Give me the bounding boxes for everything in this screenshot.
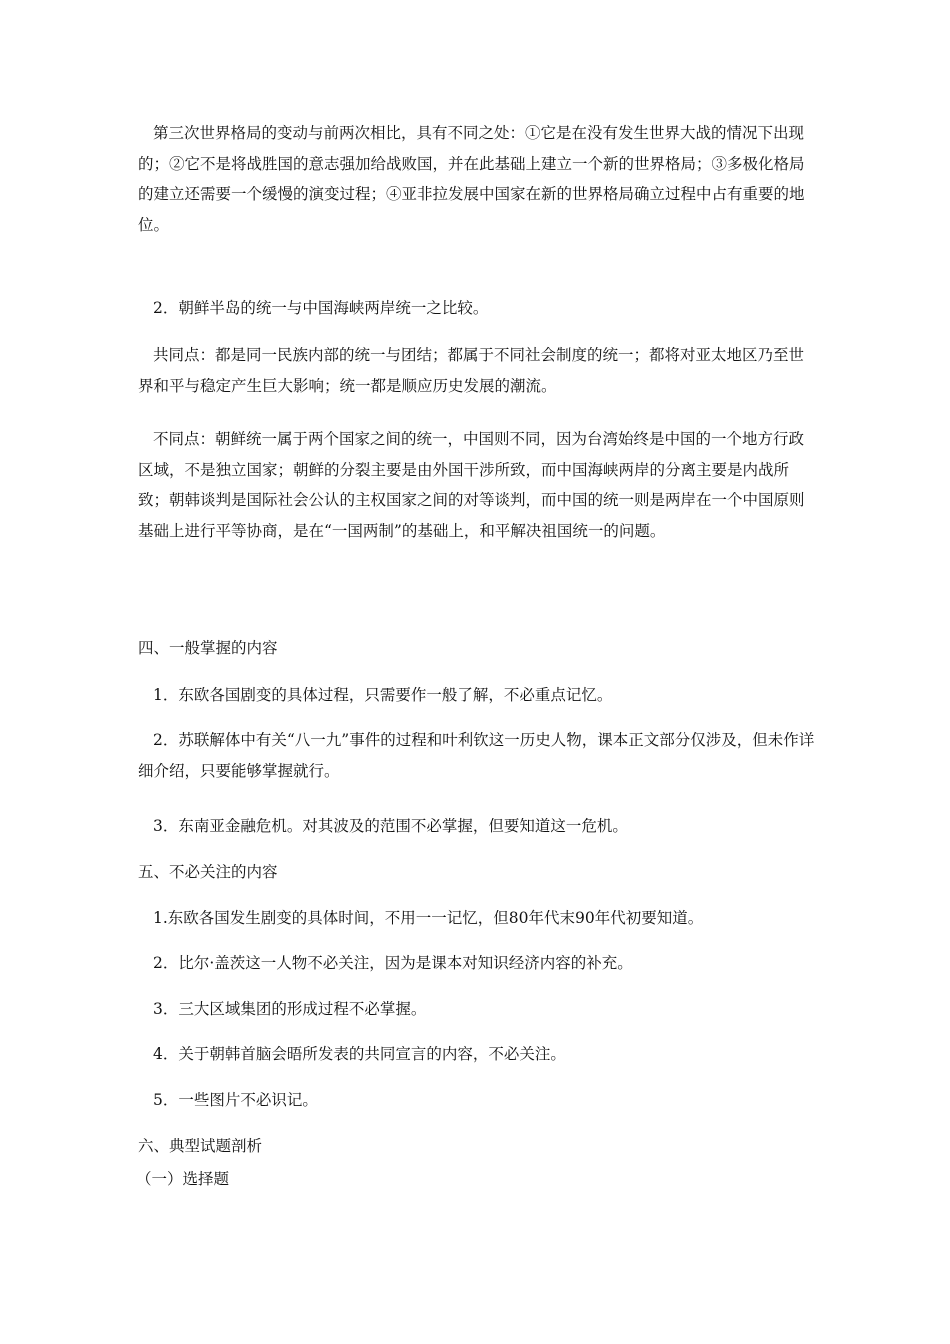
item-2-title: 2．朝鲜半岛的统一与中国海峡两岸统一之比较。 bbox=[153, 299, 489, 317]
section-5-item: 5．一些图片不必识记。 bbox=[153, 1091, 318, 1109]
section-5-heading: 五、不必关注的内容 bbox=[138, 863, 278, 881]
section-4-item: 2．苏联解体中有关“八一九”事件的过程和叶利钦这一历史人物，课本正文部分仅涉及，但未作详细介绍，只要能够掌握就行。 bbox=[138, 731, 815, 780]
section-5-item: 3．三大区域集团的形成过程不必掌握。 bbox=[153, 1000, 427, 1018]
section-5-item: 1.东欧各国发生剧变的具体时间，不用一一记忆，但80年代末90年代初要知道。 bbox=[153, 909, 704, 927]
section-5-item: 2．比尔·盖茨这一人物不必关注，因为是课本对知识经济内容的补充。 bbox=[153, 954, 633, 972]
section-4-heading: 四、一般掌握的内容 bbox=[138, 639, 278, 657]
paragraph-world-pattern: 第三次世界格局的变动与前两次相比，具有不同之处：①它是在没有发生世界大战的情况下出现的；②它不是将战胜国的意志强加给战败国，并在此基础上建立一个新的世界格局；③多极化格局的建立还需要一个缓慢的演变过程；④亚非拉发展中国家在新的世界格局确立过程中占有重要的地位。 bbox=[138, 124, 805, 234]
section-4-item: 3．东南亚金融危机。对其波及的范围不必掌握，但要知道这一危机。 bbox=[153, 817, 628, 835]
section-5-item: 4．关于朝韩首脑会晤所发表的共同宣言的内容，不必关注。 bbox=[153, 1045, 566, 1063]
subsection-choice-questions-heading: （一）选择题 bbox=[136, 1170, 230, 1188]
section-4-item: 1．东欧各国剧变的具体过程，只需要作一般了解，不必重点记忆。 bbox=[153, 686, 613, 704]
section-6-heading: 六、典型试题剖析 bbox=[138, 1137, 263, 1155]
paragraph-common-points: 共同点：都是同一民族内部的统一与团结；都属于不同社会制度的统一；都将对亚太地区乃至世界和平与稳定产生巨大影响；统一都是顺应历史发展的潮流。 bbox=[138, 346, 805, 395]
paragraph-differences: 不同点：朝鲜统一属于两个国家之间的统一，中国则不同，因为台湾始终是中国的一个地方行政区域，不是独立国家；朝鲜的分裂主要是由外国干涉所致，而中国海峡两岸的分离主要是内战所致；朝韩谈判是国际社会公认的主权国家之间的对等谈判，而中国的统一则是两岸在一个中国原则基础上进行平等协商，是在“一国两制”的基础上，和平解决祖国统一的问题。 bbox=[138, 430, 805, 540]
